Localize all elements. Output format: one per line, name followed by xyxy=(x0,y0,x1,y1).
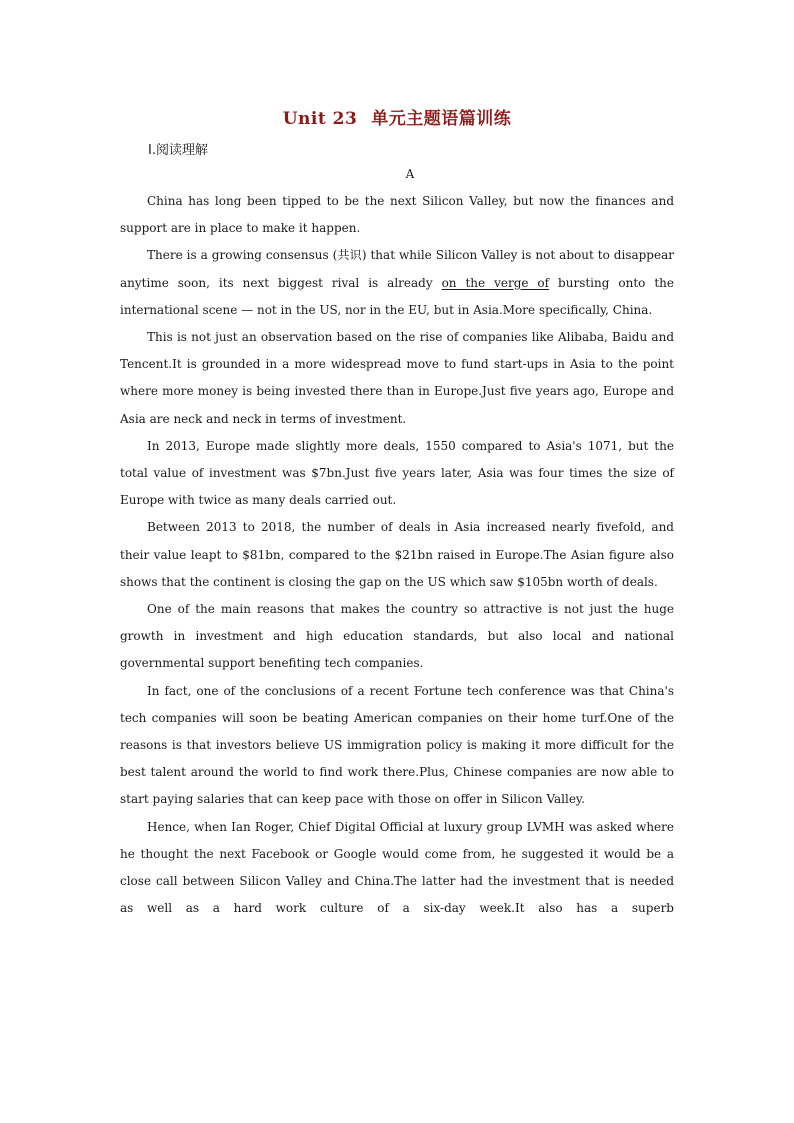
section-heading: Ⅰ.阅读理解 xyxy=(148,143,208,158)
paragraph-2-end: bursting onto the international scene — not in the US, nor in the EU, but in Asia.More specifically, China. xyxy=(120,275,674,317)
paragraph-7: In fact, one of the conclusions of a recent Fortune tech conference was that China's tech companies will soon be beating American companies on their home turf.One of the reasons is that investors believe US immigration policy is making it more difficult for the best talent around the world to find work there.Plus, Chinese companies are now able to start paying salaries that can keep pace with those on offer in Silicon Valley. xyxy=(120,683,674,807)
paragraph-5: Between 2013 to 2018, the number of deals in Asia increased nearly fivefold, and their value leapt to $81bn, compared to the $21bn raised in Europe.The Asian figure also shows that the continent is closing the gap on the US which saw $105bn worth of deals. xyxy=(120,520,674,589)
unit-title-text: 单元主题语篇训练 xyxy=(371,109,512,129)
paragraph-4: In 2013, Europe made slightly more deals, 1550 compared to Asia's 1071, but the total value of investment was $7bn.Just five years later, Asia was four times the size of Europe with twice as many deals carried out. xyxy=(120,438,674,508)
unit-number: Unit 23 xyxy=(282,109,358,129)
unit-title xyxy=(0,104,794,129)
underlined-phrase: on the verge of xyxy=(441,275,550,290)
passage-body xyxy=(120,188,674,922)
paragraph-3: This is not just an observation based on the rise of companies like Alibaba, Baidu and Tencent.It is grounded in a more widespread move to fund start-ups in Asia to the point where more money is being invested there than in Europe.Just five years ago, Europe and Asia are neck and neck in terms of investment. xyxy=(120,330,674,426)
paragraph-2-start: There is a growing consensus (共识) that while Silicon Valley is not about to disappear anytime soon, its next biggest rival is already xyxy=(120,248,674,290)
paragraph-6: One of the main reasons that makes the country so attractive is not just the huge growth in investment and high education standards, but also local and national governmental support benefiting tech companies. xyxy=(120,602,674,671)
passage-letter: A xyxy=(405,167,415,181)
paragraph-2 xyxy=(120,242,674,324)
paragraph-1: China has long been tipped to be the next Silicon Valley, but now the finances and support are in place to make it happen. xyxy=(120,194,674,236)
paragraph-8: Hence, when Ian Roger, Chief Digital Official at luxury group LVMH was asked where he thought the next Facebook or Google would come from, he suggested it would be a close call between Silicon Valley and China.The latter had the investment that is needed as well as a hard work culture of a six-day week.It also has a superb xyxy=(120,819,674,916)
